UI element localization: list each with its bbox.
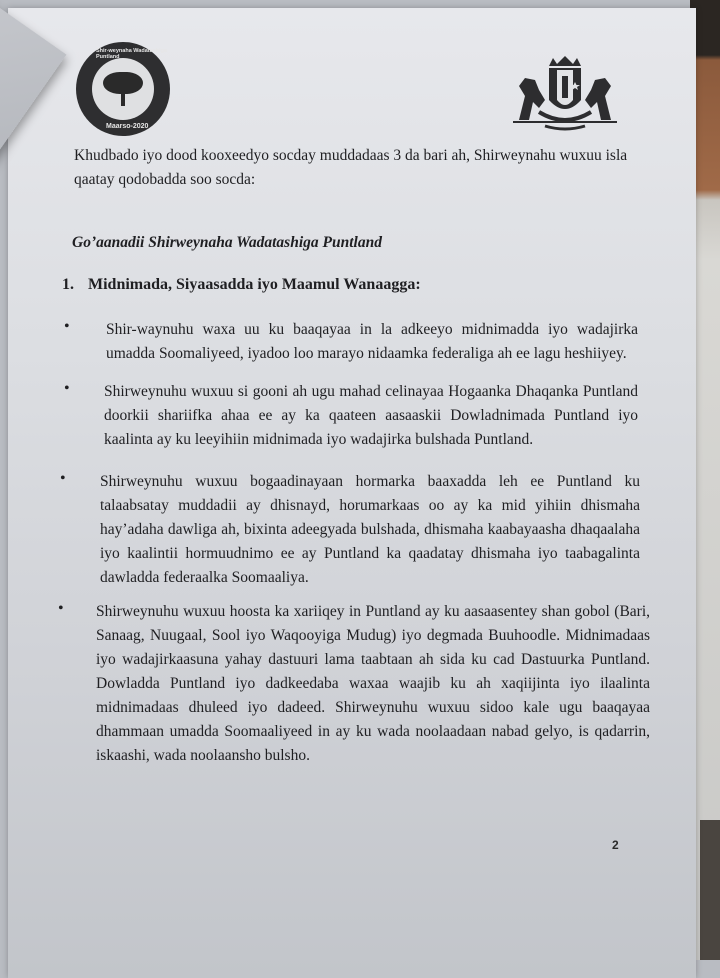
- bullet-marker: •: [64, 380, 70, 397]
- resolutions-heading: Go’aanadii Shirweynaha Wadatashiga Puntland: [72, 234, 382, 251]
- seal-ring-text-bottom: Maarso-2020: [106, 123, 149, 130]
- section-title-text: Midnimada, Siyaasadda iyo Maamul Wanaagga:: [88, 276, 421, 293]
- bullet-item-3: Shirweynuhu wuxuu bogaadinayaan hormarka baaxadda leh ee Puntland ku talaabsatay muddadii ay dhisnayd, horumarkaas oo ay ka mid yihiin dhismaha hay’adaha dawliga ah, bixinta adeegyada bulshada, dhismaha kaabayaasha dhaqaalaha iyo kaalintii hormuudnimo ee ay Puntland ka qaadatay dhismaha iyo taabagalinta dawladda federaalka Soomaaliya.: [100, 473, 640, 586]
- seal-ring-text-top: Shir-weynaha Wadatashiga Puntland: [96, 48, 168, 60]
- bullet-item-4: Shirweynuhu wuxuu hoosta ka xariiqey in Puntland ay ku aasaasentey shan gobol (Bari, Sanaag, Nuugaal, Sool iyo Waqooyiga Mudug) iyo degmada Buuhoodle. Midnimadaas iyo wadajirkaasuna yahay dastuuri lama taabtaan ah sida ku cad Dastuurka Puntland. Dowladda Puntland iyo dadkeedaba waxaa waajib ku ah xaqiijinta iyo ilaalinta midnimadaas dhuleed iyo dadeed. Shirweynuhu wuxuu sidoo kale ugu baaqayaa dhammaan umadda Soomaaliyeed in ay ku wada noolaadaan nabad gelyo, is qadarrin, iskaashi, wada noolaansho bulsho.: [96, 603, 650, 764]
- bullet-marker: •: [60, 470, 66, 487]
- bullet-item-2: Shirweynuhu wuxuu si gooni ah ugu mahad celinayaa Hogaanka Dhaqanka Puntland doorkii shariifka ahaa ee ay ka qaateen aasaaskii Dowladnimada Puntland iyo kaalinta ay ku leeyihiin midnimada iyo wadajirka bulshada Puntland.: [104, 383, 638, 448]
- section-number: 1.: [62, 276, 74, 293]
- coat-of-arms-icon: [505, 56, 625, 132]
- tree-icon: [92, 58, 154, 120]
- conference-seal-logo-icon: [76, 42, 170, 136]
- page-number: 2: [612, 838, 619, 852]
- background-shadow: [700, 820, 720, 960]
- bullet-item-1: Shir-waynuhu waxa uu ku baaqayaa in la adkeeyo midnimadda iyo wadajirka umadda Soomaliyeed, iyadoo loo marayo nidaamka federaliga ah ee lagu heshiiyey.: [106, 321, 638, 362]
- intro-paragraph: Khudbado iyo dood kooxeedyo socday muddadaas 3 da bari ah, Shirweynahu wuxuu isla qaatay qodobadda soo socda:: [74, 147, 628, 188]
- bullet-marker: •: [64, 318, 70, 335]
- section-title: [62, 276, 421, 294]
- bullet-marker: •: [58, 600, 64, 617]
